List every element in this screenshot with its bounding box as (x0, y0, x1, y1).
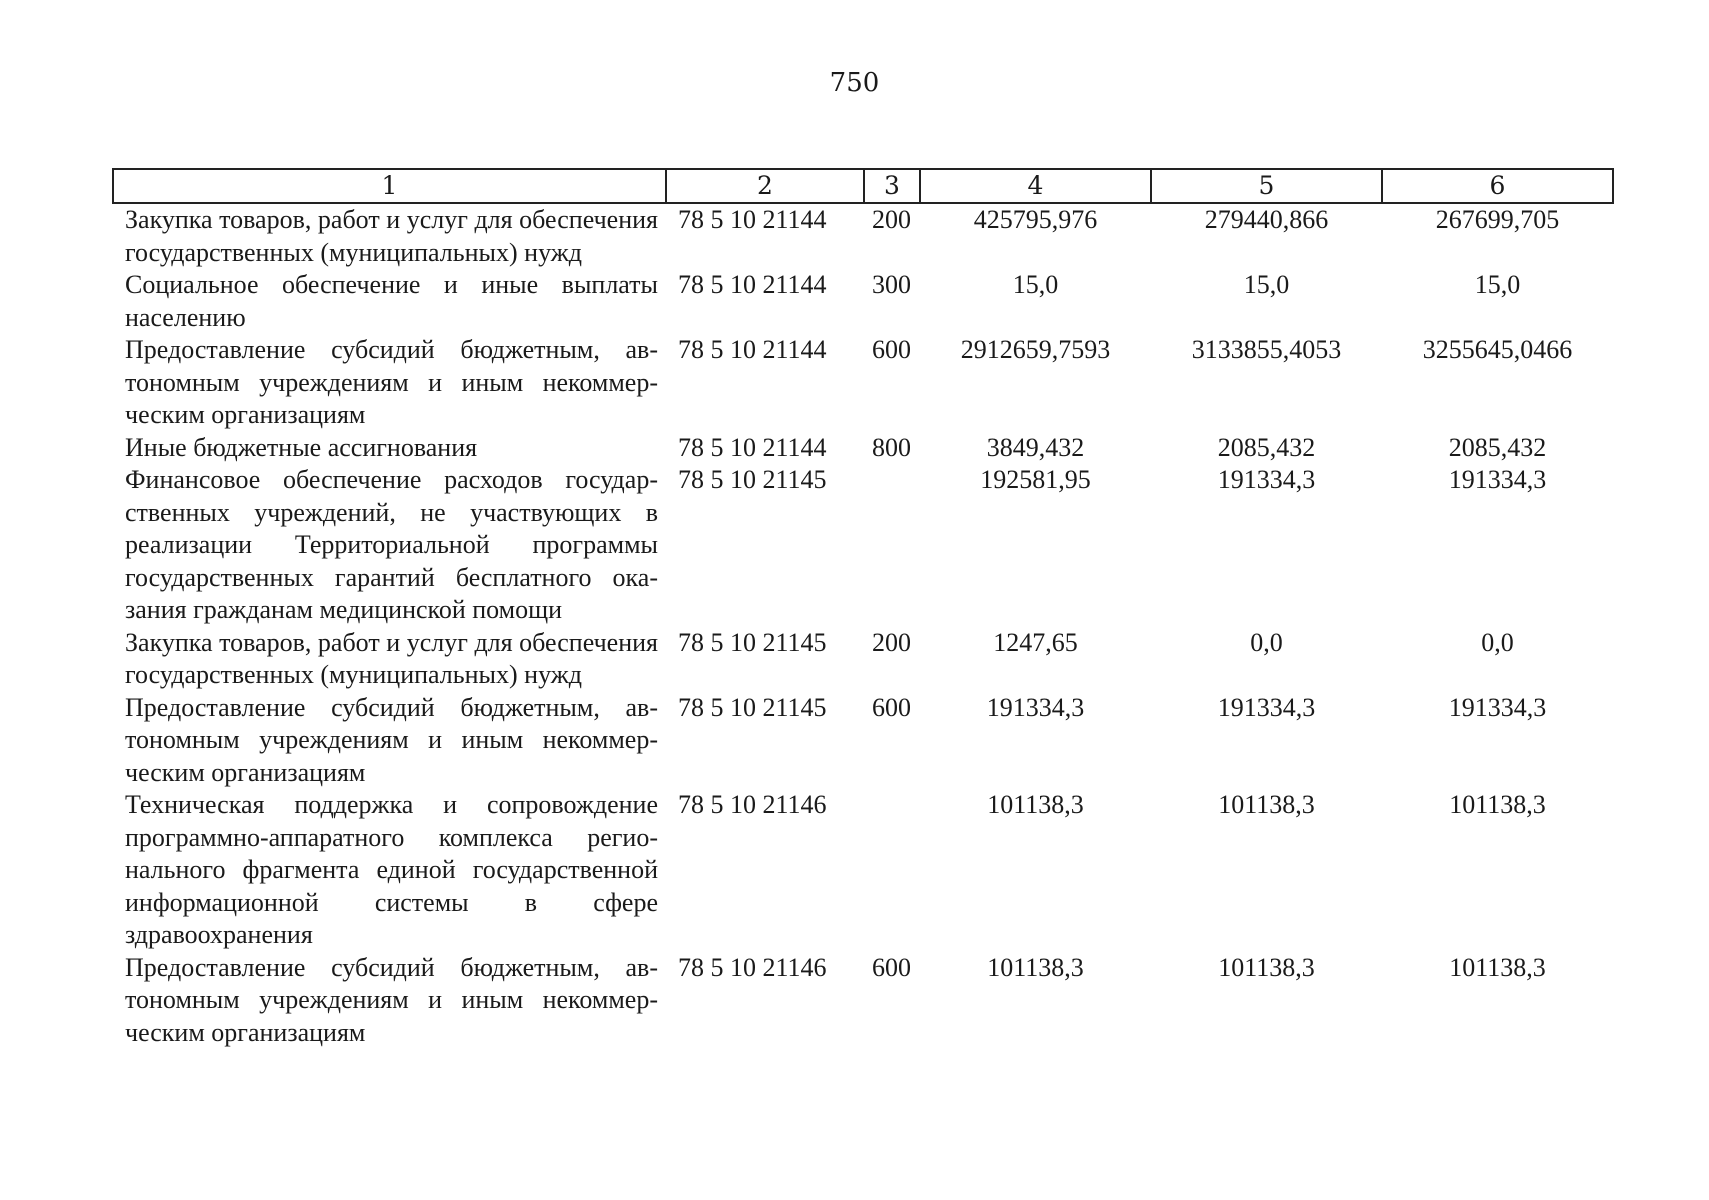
amount-col-5: 15,0 (1243, 270, 1290, 299)
expense-type-code: 600 (872, 952, 911, 982)
target-article-code: 78 5 10 21144 (678, 270, 827, 299)
target-article-code: 78 5 10 21146 (678, 790, 827, 819)
header-row (113, 169, 1613, 203)
budget-table (112, 168, 1614, 1049)
table-row (113, 269, 1613, 334)
expense-name: Закупка товаров, работ и услуг для обеспечения государственных (муниципальных) нужд (125, 627, 658, 689)
expense-name: Социальное обеспечение и иные выплаты населению (125, 270, 658, 332)
amount-col-4: 191334,3 (986, 692, 1085, 722)
amount-col-5: 191334,3 (1217, 692, 1316, 722)
expense-type-code: 600 (872, 692, 911, 722)
amount-col-5: 3133855,4053 (1191, 335, 1342, 364)
amount-col-5: 101138,3 (1218, 952, 1315, 982)
amount-col-5: 279440,866 (1204, 205, 1329, 234)
target-article-code: 78 5 10 21146 (678, 952, 827, 982)
expense-name: Техническая поддержка и сопровождение программно-аппаратного комплекса регионального фрагмента единой государственной информационной системы в сфере здравоохранения (125, 790, 658, 949)
amount-col-6: 191334,3 (1448, 692, 1547, 722)
amount-col-6: 0,0 (1481, 627, 1514, 657)
amount-col-5: 191334,3 (1217, 465, 1316, 494)
amount-col-5: 0,0 (1250, 627, 1283, 657)
amount-col-6: 15,0 (1474, 270, 1521, 299)
target-article-code: 78 5 10 21145 (678, 692, 827, 722)
amount-col-6: 191334,3 (1448, 465, 1547, 494)
expense-name: Закупка товаров, работ и услуг для обеспечения государственных (муниципальных) нужд (125, 205, 658, 267)
amount-col-4: 101138,3 (987, 952, 1084, 982)
amount-col-4: 3849,432 (986, 432, 1085, 462)
expense-type-code: 600 (872, 335, 911, 364)
expense-name: Предоставление субсидий бюджетным, автономным учреждениям и иным некоммерческим организациям (125, 335, 658, 429)
table-row (113, 692, 1613, 790)
target-article-code: 78 5 10 21145 (678, 627, 827, 657)
table-header (113, 169, 1613, 203)
amount-col-5: 101138,3 (1218, 790, 1315, 819)
expense-type-code (864, 789, 920, 952)
amount-col-4: 15,0 (1012, 270, 1059, 299)
table-row (113, 203, 1613, 269)
table-row (113, 627, 1613, 692)
amount-col-4: 2912659,7593 (960, 335, 1111, 364)
column-header-1: 1 (113, 169, 666, 203)
column-header-4: 4 (920, 169, 1151, 203)
amount-col-5: 2085,432 (1217, 432, 1316, 462)
amount-col-6: 101138,3 (1449, 952, 1546, 982)
expense-type-code: 200 (872, 205, 911, 234)
amount-col-6: 267699,705 (1435, 205, 1560, 234)
table-row (113, 789, 1613, 952)
table-row (113, 952, 1613, 1050)
amount-col-6: 2085,432 (1448, 432, 1547, 462)
expense-name: Иные бюджетные ассигнования (125, 432, 478, 462)
table-body (113, 203, 1613, 1049)
page-number: 750 (829, 68, 880, 98)
expense-type-code: 200 (872, 627, 911, 657)
expense-name: Предоставление субсидий бюджетным, автономным учреждениям и иным некоммерческим организациям (125, 952, 658, 1047)
amount-col-4: 101138,3 (987, 790, 1084, 819)
expense-type-code: 800 (872, 432, 911, 462)
target-article-code: 78 5 10 21144 (678, 205, 827, 234)
table-row (113, 464, 1613, 627)
amount-col-4: 1247,65 (993, 627, 1078, 657)
target-article-code: 78 5 10 21144 (678, 335, 827, 364)
table-row (113, 432, 1613, 465)
column-header-5: 5 (1151, 169, 1382, 203)
expense-type-code (864, 464, 920, 627)
amount-col-6: 3255645,0466 (1422, 335, 1573, 364)
amount-col-4: 192581,95 (980, 465, 1091, 494)
expense-type-code: 300 (872, 270, 911, 299)
column-header-6: 6 (1382, 169, 1613, 203)
amount-col-6: 101138,3 (1449, 790, 1546, 819)
target-article-code: 78 5 10 21145 (678, 465, 827, 494)
column-header-3: 3 (864, 169, 920, 203)
column-header-2: 2 (666, 169, 864, 203)
target-article-code: 78 5 10 21144 (678, 432, 827, 462)
amount-col-4: 425795,976 (973, 205, 1098, 234)
table-row (113, 334, 1613, 432)
expense-name: Финансовое обеспечение расходов государственных учреждений, не участвующих в реализации Территориальной программы государственных гарантий бесплатного оказания гражданам медицинской помощи (125, 465, 658, 624)
expense-name: Предоставление субсидий бюджетным, автономным учреждениям и иным некоммерческим организациям (125, 692, 658, 787)
